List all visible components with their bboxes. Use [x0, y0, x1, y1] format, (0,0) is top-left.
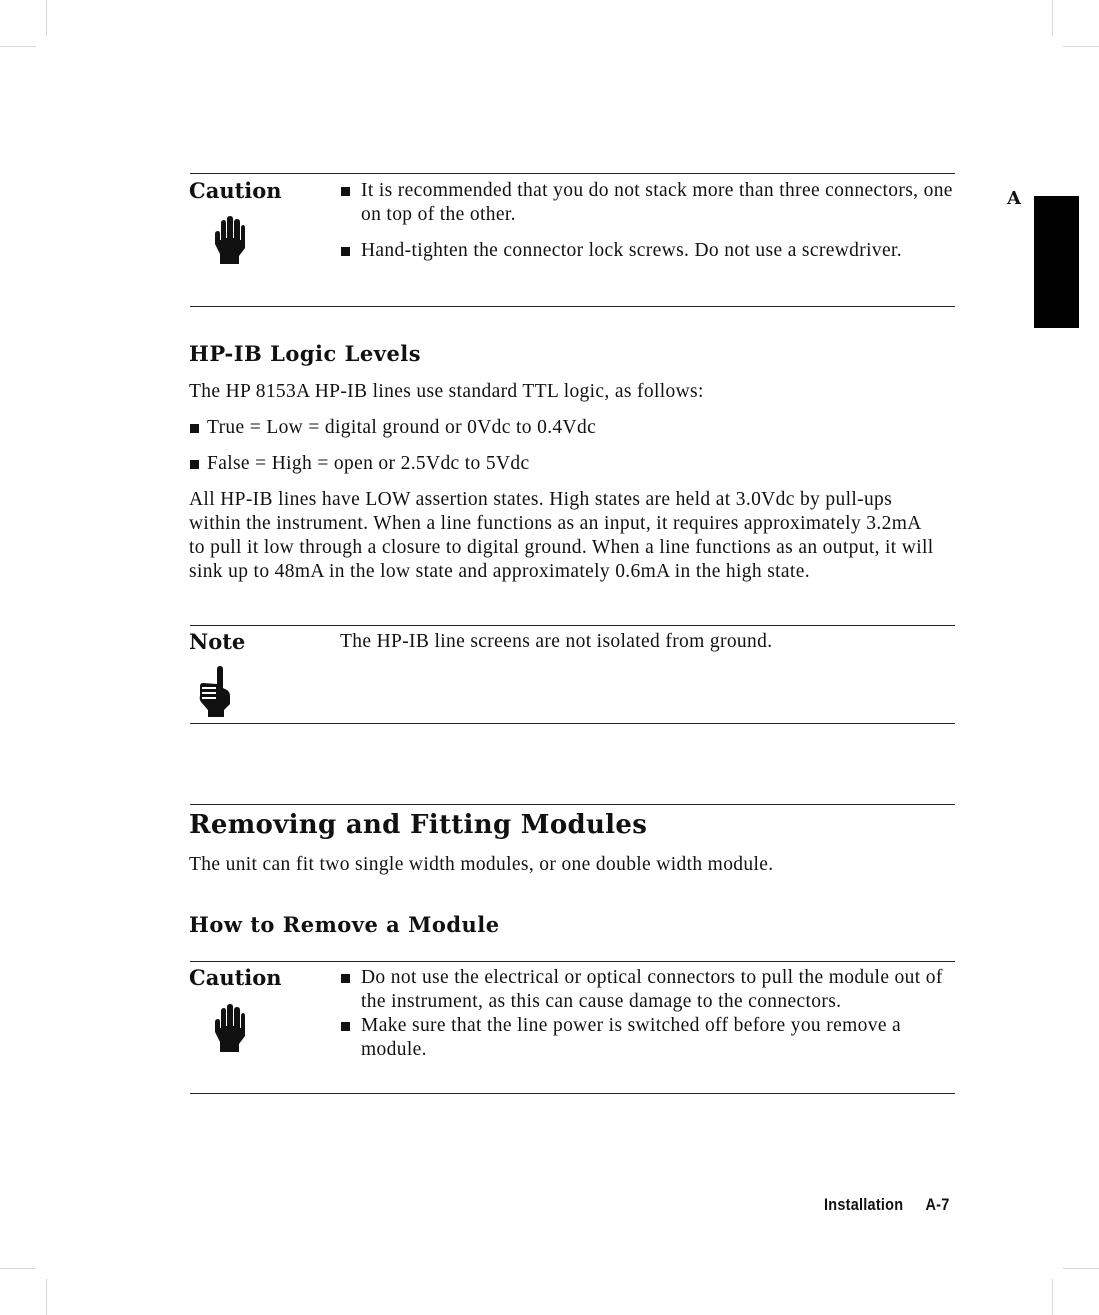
chapter-tab-letter: A: [1007, 188, 1021, 209]
bullet-icon: [341, 1022, 350, 1031]
caution-item: [340, 1014, 962, 1062]
caution-item-text: Make sure that the line power is switched off before you remove a module.: [361, 1015, 902, 1060]
pointing-hand-icon: [198, 666, 232, 718]
caution-top-rule: [190, 961, 955, 962]
crop-mark: [1063, 46, 1099, 47]
section-heading-modules: Removing and Fitting Modules: [189, 810, 648, 840]
caution-item: [340, 179, 960, 227]
note-top-rule: [190, 625, 955, 626]
bullet-icon: [341, 247, 350, 256]
footer-page-number: A-7: [925, 1195, 950, 1214]
caution-bottom-rule: [190, 306, 955, 307]
logic-level-text: True = Low = digital ground or 0Vdc to 0.4Vdc: [207, 417, 597, 438]
note-bottom-rule: [190, 723, 955, 724]
caution-list: [340, 966, 962, 1062]
page-footer: [824, 1195, 949, 1215]
hpib-intro: The HP 8153A HP-IB lines use standard TTL logic, as follows:: [189, 381, 704, 402]
caution-item-text: It is recommended that you do not stack more than three connectors, one on top of the other.: [361, 180, 953, 225]
bullet-icon: [341, 187, 350, 196]
note-label: Note: [189, 629, 246, 654]
chapter-tab: [1034, 196, 1079, 328]
logic-level-item: [189, 452, 949, 476]
stop-hand-icon: [212, 216, 246, 266]
caution-item-text: Do not use the electrical or optical connectors to pull the module out of the instrument, as this can cause damage to the connectors.: [361, 967, 943, 1012]
logic-level-item: [189, 416, 949, 440]
crop-mark: [0, 1268, 36, 1269]
crop-mark: [46, 0, 47, 36]
section-heading-hpib: HP-IB Logic Levels: [189, 341, 422, 366]
caution-top-rule: [190, 173, 955, 174]
caution-item-text: Hand-tighten the connector lock screws. Do not use a screwdriver.: [361, 240, 902, 261]
crop-mark: [46, 1279, 47, 1315]
caution-label: Caution: [189, 965, 282, 990]
caution-label: Caution: [189, 178, 282, 203]
caution-list: [340, 179, 960, 263]
bullet-icon: [341, 974, 350, 983]
bullet-icon: [190, 460, 199, 469]
note-text: The HP-IB line screens are not isolated from ground.: [340, 631, 773, 652]
caution-bottom-rule: [190, 1093, 955, 1094]
subsection-heading-remove: How to Remove a Module: [189, 912, 500, 937]
crop-mark: [1052, 0, 1053, 36]
hpib-paragraph: All HP-IB lines have LOW assertion states. High states are held at 3.0Vdc by pull-ups within the instrument. When a line functions as an input, it requires approximately 3.2mA to pull it low through a closure to digital ground. When a line functions as an output, it will sink up to 48mA in the low state and approximately 0.6mA in the high state.: [189, 489, 934, 582]
footer-section: Installation: [824, 1195, 904, 1214]
section-rule: [190, 804, 955, 805]
crop-mark: [1063, 1268, 1099, 1269]
logic-level-text: False = High = open or 2.5Vdc to 5Vdc: [207, 453, 530, 474]
bullet-icon: [190, 424, 199, 433]
crop-mark: [0, 46, 36, 47]
modules-intro: The unit can fit two single width modules, or one double width module.: [189, 854, 774, 875]
stop-hand-icon: [212, 1004, 246, 1054]
caution-item: [340, 239, 960, 263]
crop-mark: [1052, 1279, 1053, 1315]
caution-item: [340, 966, 962, 1014]
